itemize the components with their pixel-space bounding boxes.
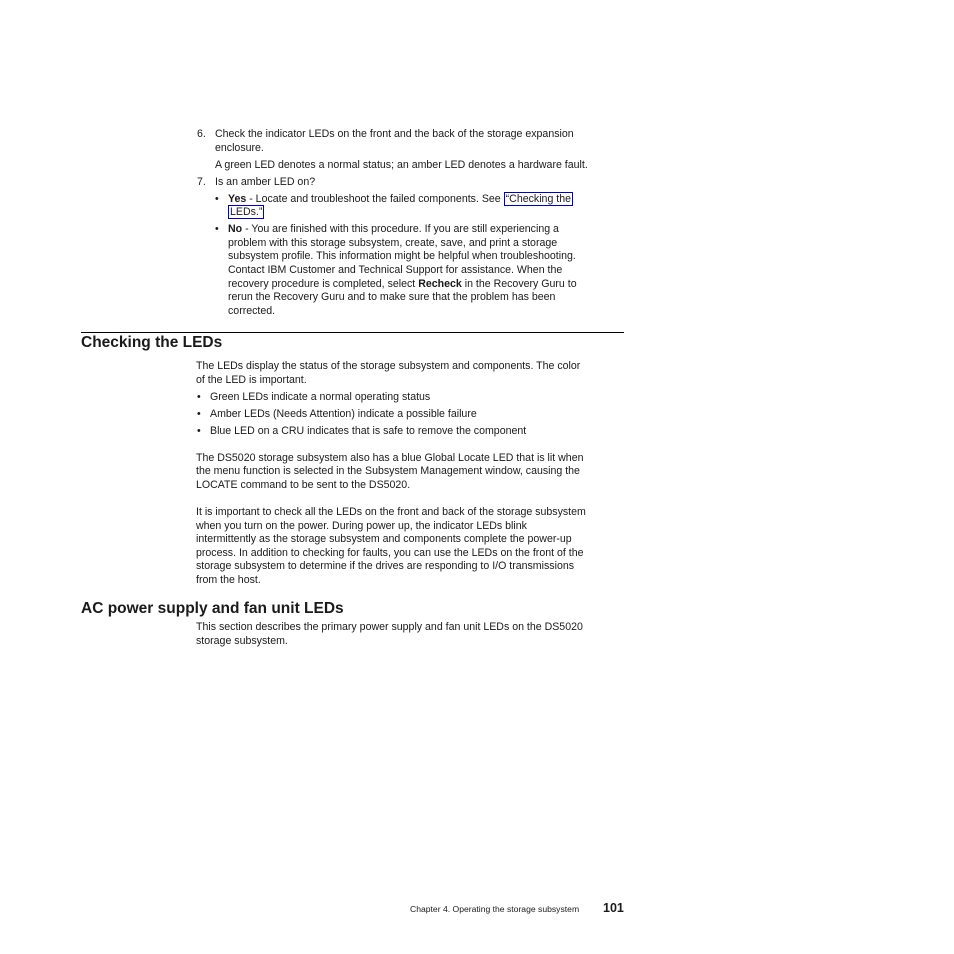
- step-7-number: 7.: [197, 176, 206, 188]
- yes-item-line2: [228, 206, 264, 220]
- section1-para3-line3: intermittently as the storage subsystem and components complete the power-up: [196, 533, 572, 545]
- no-item-line7: corrected.: [228, 305, 276, 317]
- footer-chapter: Chapter 4. Operating the storage subsystem: [410, 904, 580, 914]
- no-item-line3: subsystem profile. This information might be helpful when troubleshooting.: [228, 250, 576, 262]
- step-7-text: Is an amber LED on?: [215, 176, 316, 188]
- no-text-line1: - You are finished with this procedure. If you are still experiencing a: [242, 223, 559, 235]
- yes-bullet: •: [215, 193, 219, 205]
- recheck-label: Recheck: [418, 278, 462, 290]
- led-bullet-blue: Blue LED on a CRU indicates that is safe to remove the component: [210, 425, 527, 437]
- section2-para-line2: storage subsystem.: [196, 635, 288, 647]
- no-text-line5-post: in the Recovery Guru to: [461, 278, 577, 290]
- section1-para3-line1: It is important to check all the LEDs on the front and back of the storage subsystem: [196, 506, 586, 518]
- no-item-line6: rerun the Recovery Guru and to make sure that the problem has been: [228, 291, 556, 303]
- yes-item: [228, 193, 573, 207]
- section1-para3-line4: process. In addition to checking for faults, you can use the LEDs on the front of the: [196, 547, 584, 559]
- checking-leds-link-cont[interactable]: LEDs.”: [230, 206, 263, 218]
- step-6-number: 6.: [197, 128, 206, 140]
- yes-label: Yes: [228, 193, 247, 205]
- section1-para2-line2: the menu function is selected in the Subsystem Management window, causing the: [196, 465, 580, 477]
- section1-intro-line1: The LEDs display the status of the storage subsystem and components. The color: [196, 360, 581, 372]
- section1-para2-line1: The DS5020 storage subsystem also has a blue Global Locate LED that is lit when: [196, 452, 584, 464]
- no-item-line1: [228, 223, 559, 237]
- led-bullet-mark: •: [197, 408, 201, 420]
- yes-text: - Locate and troubleshoot the failed components. See: [246, 193, 504, 205]
- section-divider: [81, 332, 624, 333]
- led-bullet-mark: •: [197, 425, 201, 437]
- led-bullet-mark: •: [197, 391, 201, 403]
- no-item-line4: Contact IBM Customer and Technical Support for assistance. When the: [228, 264, 563, 276]
- no-item-line5: [228, 278, 577, 292]
- section1-para3-line2: when you turn on the power. During power up, the indicator LEDs blink: [196, 520, 527, 532]
- section-heading-ac-power: AC power supply and fan unit LEDs: [81, 600, 344, 617]
- section1-intro-line2: of the LED is important.: [196, 374, 307, 386]
- section-heading-checking-leds: Checking the LEDs: [81, 334, 223, 351]
- section1-para3-line5: storage subsystem to determine if the drives are responding to I/O transmissions: [196, 560, 575, 572]
- section1-para3-line6: from the host.: [196, 574, 261, 586]
- no-bullet: •: [215, 223, 219, 235]
- no-item-line2: problem with this storage subsystem, create, save, and print a storage: [228, 237, 558, 249]
- checking-leds-link[interactable]: “Checking the: [505, 193, 572, 205]
- step-6-text-line1: Check the indicator LEDs on the front and the back of the storage expansion: [215, 128, 574, 140]
- step-6-note: A green LED denotes a normal status; an amber LED denotes a hardware fault.: [215, 159, 588, 171]
- no-text-line5-pre: recovery procedure is completed, select: [228, 278, 419, 290]
- step-6-text-line2: enclosure.: [215, 142, 264, 154]
- led-bullet-amber: Amber LEDs (Needs Attention) indicate a possible failure: [210, 408, 477, 420]
- led-bullet-green: Green LEDs indicate a normal operating status: [210, 391, 431, 403]
- page-number: 101: [603, 901, 624, 915]
- section2-para-line1: This section describes the primary power supply and fan unit LEDs on the DS5020: [196, 621, 583, 633]
- no-label: No: [228, 223, 243, 235]
- section1-para2-line3: LOCATE command to be sent to the DS5020.: [196, 479, 411, 491]
